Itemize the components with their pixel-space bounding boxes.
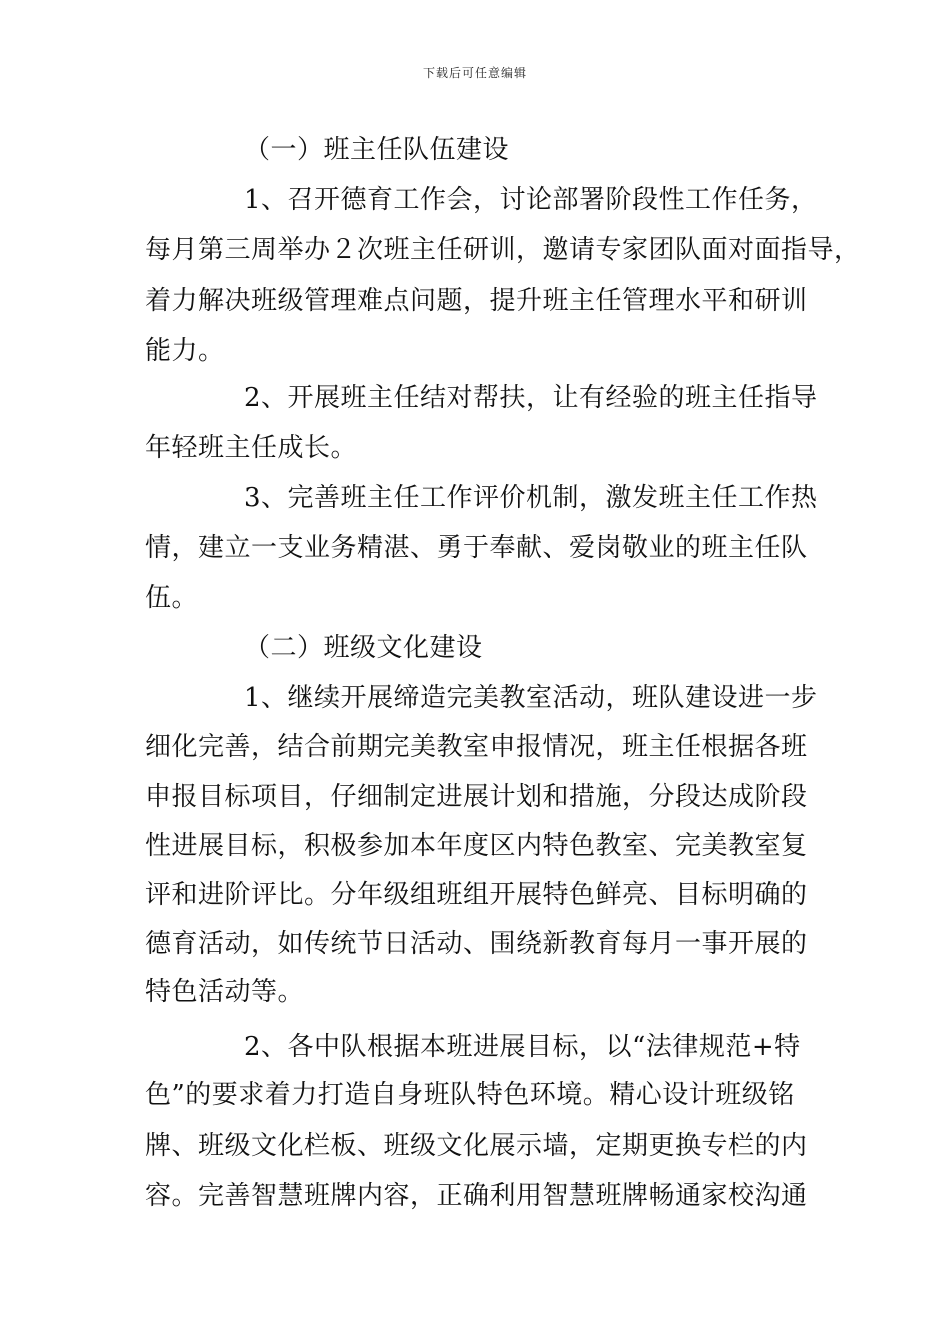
paragraph-line: 特色活动等。 <box>145 977 305 1007</box>
paragraph-line: 年轻班主任成长。 <box>145 433 358 463</box>
paragraph-line: 细化完善，结合前期完美教室申报情况，班主任根据各班 <box>145 732 808 762</box>
paragraph-line: 伍。 <box>145 583 199 613</box>
paragraph-line: 申报目标项目，仔细制定进展计划和措施，分段达成阶段 <box>145 782 808 812</box>
section-heading-2: （二）班级文化建设 <box>244 633 483 663</box>
paragraph-line: 容。完善智慧班牌内容，正确利用智慧班牌畅通家校沟通 <box>145 1181 808 1211</box>
paragraph-line: 每月第三周举办２次班主任研训，邀请专家团队面对面指导， <box>145 235 861 265</box>
paragraph-line: 1、召开德育工作会，讨论部署阶段性工作任务， <box>244 185 818 215</box>
paragraph-line: 情，建立一支业务精湛、勇于奉献、爱岗敬业的班主任队 <box>145 533 808 563</box>
paragraph-line: 色”的要求着力打造自身班队特色环境。精心设计班级铭 <box>145 1080 795 1110</box>
paragraph-line: 2、各中队根据本班进展目标，以“法律规范+特 <box>244 1032 801 1062</box>
paragraph-line: 德育活动，如传统节日活动、围绕新教育每月一事开展的 <box>145 929 808 959</box>
section-heading-1: （一）班主任队伍建设 <box>244 135 510 165</box>
header-note: 下载后可任意编辑 <box>422 66 527 80</box>
paragraph-line: 能力。 <box>145 336 225 366</box>
paragraph-line: 2、开展班主任结对帮扶，让有经验的班主任指导 <box>244 383 818 413</box>
paragraph-line: 牌、班级文化栏板、班级文化展示墙，定期更换专栏的内 <box>145 1131 808 1161</box>
paragraph-line: 3、完善班主任工作评价机制，激发班主任工作热 <box>244 483 818 513</box>
paragraph-line: 着力解决班级管理难点问题，提升班主任管理水平和研训 <box>145 286 808 316</box>
paragraph-line: 评和进阶评比。分年级组班组开展特色鲜亮、目标明确的 <box>145 880 808 910</box>
paragraph-line: 性进展目标，积极参加本年度区内特色教室、完美教室复 <box>145 831 808 861</box>
paragraph-line: 1、继续开展缔造完美教室活动，班队建设进一步 <box>244 683 818 713</box>
